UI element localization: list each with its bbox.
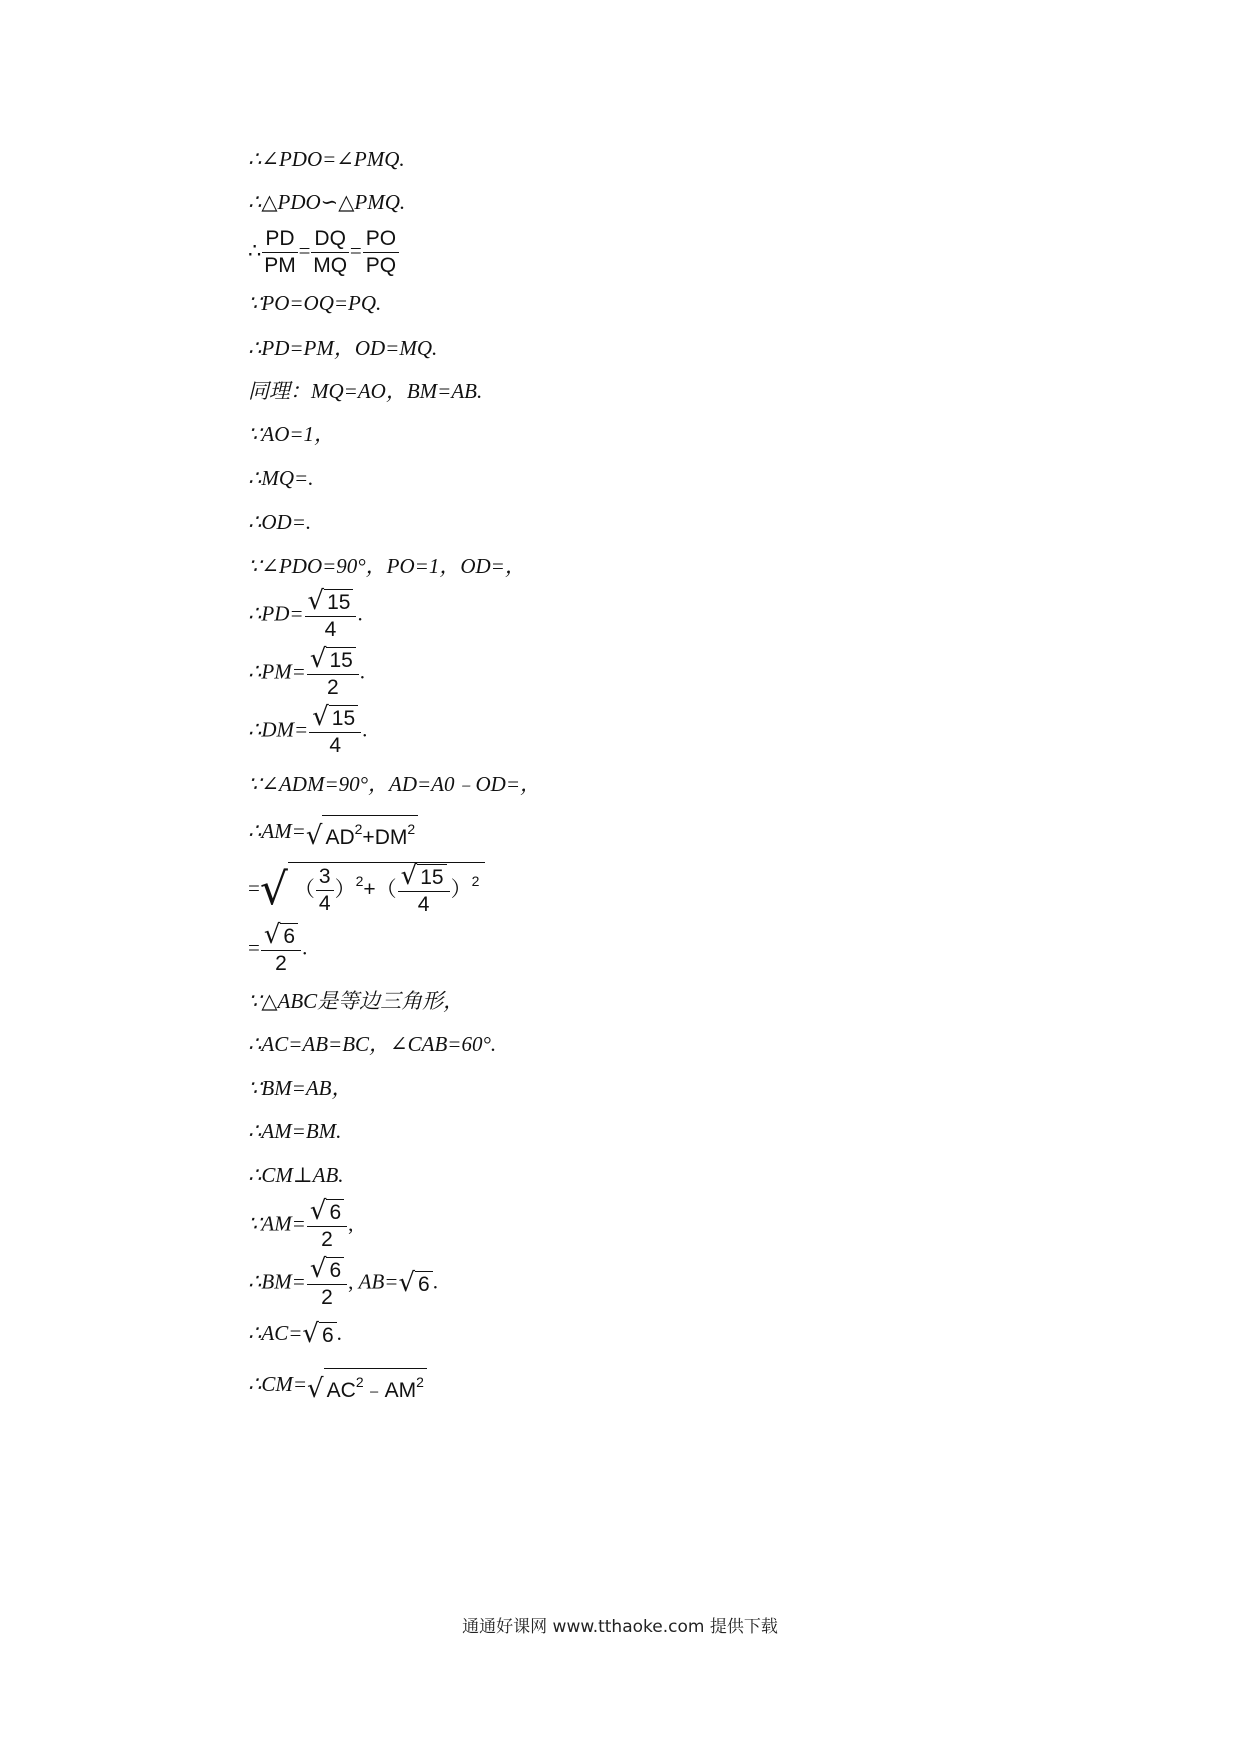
proof-line-cm: ∴CM=√ $AC^2﹣AM^2$ (248, 1368, 427, 1404)
proof-line-9: ∴OD=. (248, 510, 312, 534)
proof-line-20: ∵BM=AB， (248, 1076, 353, 1100)
proof-line-am-given: ∵AM= $\frac{√ 6}{2}$ , (248, 1196, 354, 1251)
page-footer: 通通好课网 www.tthaoke.com 提供下载 (462, 1617, 778, 1637)
sqrt-ac-am: √ $AC^2﹣AM^2$ (307, 1368, 427, 1404)
fraction-dq-mq: $\frac{DQ}{MQ}$ (313, 227, 348, 277)
proof-line-am-expand: =√ （ $\frac{3}{4}$ ）$^2$+（ $\frac{√ 15}{4}$ ）$^2$ (248, 862, 485, 918)
proof-line-1: ∴∠PDO=∠PMQ. (248, 147, 405, 171)
proof-line-21: ∴AM=BM. (248, 1119, 342, 1143)
fraction-sqrt6-over-2: $\frac{√ 6}{2}$ (261, 922, 301, 977)
fraction-sqrt15-over-2: $\frac{√ 15}{2}$ (307, 646, 359, 701)
proof-line-10: ∵∠PDO=90°，PO=1，OD=， (248, 554, 526, 578)
fraction-sqrt15-over-4: $\frac{√ 15}{4}$ (305, 588, 357, 643)
proof-line-ac: ∴AC=√ 6 . (248, 1319, 342, 1350)
sqrt-6: √ 6 (302, 1321, 336, 1349)
proof-line-19: ∴AC=AB=BC，∠CAB=60°. (248, 1032, 497, 1056)
proof-line-4: ∵PO=OQ=PQ. (248, 291, 382, 315)
proof-line-am-sqrt: ∴AM=√ $AD^2+DM^2$ (248, 815, 418, 851)
proof-line-pd: ∴PD= $\frac{√ 15}{4}$ . (248, 586, 363, 641)
proof-line-5: ∴PD=PM，OD=MQ. (248, 336, 438, 360)
proof-line-22: ∴CM⊥AB. (248, 1163, 344, 1187)
proof-line-bm: ∴BM= $\frac{√ 6}{2}$ , AB=√ 6 . (248, 1254, 438, 1309)
proof-line-dm: ∴DM= $\frac{√ 15}{4}$ . (248, 702, 368, 757)
proof-line-6: 同理：MQ=AO，BM=AB. (248, 379, 483, 403)
proof-line-7: ∵AO=1， (248, 422, 336, 446)
equals-sign: = (349, 238, 362, 263)
fraction-pd-pm: $\frac{PD}{PM}$ (264, 227, 296, 277)
sqrt-ad-dm: √ $AD^2+DM^2$ (306, 815, 418, 851)
sqrt-6: √ 6 (398, 1270, 432, 1298)
fraction-sqrt6-over-2: $\frac{√ 6}{2}$ (307, 1198, 347, 1253)
proof-line-pm: ∴PM= $\frac{√ 15}{2}$ . (248, 644, 366, 699)
proof-line-am-result: = $\frac{√ 6}{2}$ . (248, 920, 308, 975)
proof-line-14: ∵∠ADM=90°，AD=A0﹣OD=， (248, 772, 542, 796)
therefore-symbol: ∴ (248, 238, 262, 263)
fraction-sqrt6-over-2: $\frac{√ 6}{2}$ (307, 1256, 347, 1311)
equals-sign: = (298, 238, 311, 263)
fraction-sqrt15-over-4: $\frac{√ 15}{4}$ (309, 704, 361, 759)
proof-line-8: ∴MQ=. (248, 466, 314, 490)
fraction-po-pq: $\frac{PO}{PQ}$ (363, 226, 399, 279)
proof-line-ratio (248, 226, 400, 279)
proof-line-2: ∴△PDO∽△PMQ. (248, 190, 406, 214)
proof-line-18: ∵△ABC是等边三角形， (248, 989, 465, 1013)
